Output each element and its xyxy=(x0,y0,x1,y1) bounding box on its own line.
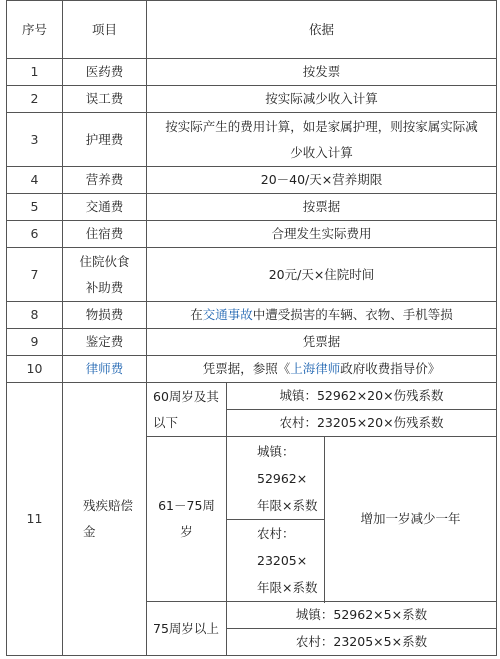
table-row xyxy=(7,113,497,167)
header-seq: 序号 xyxy=(7,1,63,59)
table-row xyxy=(7,302,497,329)
row-basis: 按实际产生的费用计算，如是家属护理，则按家属实际减少收入计算 xyxy=(147,113,497,167)
row-basis: 合理发生实际费用 xyxy=(147,221,497,248)
row-item: 误工费 xyxy=(63,86,147,113)
basis-text-pre: 凭票据，参照《 xyxy=(202,361,291,376)
row-number: 8 xyxy=(7,302,63,329)
row-item: 营养费 xyxy=(63,167,147,194)
row-number: 2 xyxy=(7,86,63,113)
header-row xyxy=(7,1,497,59)
table-row xyxy=(7,194,497,221)
row-basis: 凭票据 xyxy=(147,329,497,356)
row-basis: 按票据 xyxy=(147,194,497,221)
row-item: 鉴定费 xyxy=(63,329,147,356)
shanghai-lawyer-link[interactable]: 上海律师 xyxy=(290,361,341,376)
row-item: 住宿费 xyxy=(63,221,147,248)
table-row xyxy=(7,329,497,356)
table-row xyxy=(7,86,497,113)
row-item: 残疾赔偿金 xyxy=(63,383,147,656)
row-number: 10 xyxy=(7,356,63,383)
table-row xyxy=(7,59,497,86)
row-basis: 按发票 xyxy=(147,59,497,86)
age-group: 75周岁以上 xyxy=(147,602,227,656)
row-basis xyxy=(147,302,497,329)
urban-formula: 城镇：52962×年限×系数 xyxy=(227,437,325,520)
row-number: 7 xyxy=(7,248,63,302)
row-basis: 按实际减少收入计算 xyxy=(147,86,497,113)
row-item: 住院伙食补助费 xyxy=(63,248,147,302)
basis-text-post: 政府收费指导价》 xyxy=(340,361,441,376)
row-number: 11 xyxy=(7,383,63,656)
table-row xyxy=(7,167,497,194)
row-number: 1 xyxy=(7,59,63,86)
rural-formula: 农村：23205×年限×系数 xyxy=(227,520,325,602)
table-row xyxy=(7,248,497,302)
header-basis: 依据 xyxy=(147,1,497,59)
row-number: 9 xyxy=(7,329,63,356)
row-item: 物损费 xyxy=(63,302,147,329)
basis-text-pre: 在 xyxy=(190,307,203,322)
urban-formula: 城镇：52962×20×伤残系数 xyxy=(227,383,497,410)
traffic-accident-link[interactable]: 交通事故 xyxy=(202,307,253,322)
row-basis: 20－40/天×营养期限 xyxy=(147,167,497,194)
basis-text-post: 中遭受损害的车辆、衣物、手机等损 xyxy=(252,307,453,322)
row-basis xyxy=(147,356,497,383)
row-number: 3 xyxy=(7,113,63,167)
compensation-table xyxy=(6,0,497,656)
row-number: 4 xyxy=(7,167,63,194)
age-note: 增加一岁减少一年 xyxy=(325,437,497,602)
row-number: 6 xyxy=(7,221,63,248)
urban-formula: 城镇：52962×5×系数 xyxy=(227,602,497,629)
table-row xyxy=(7,356,497,383)
age-group: 61－75周岁 xyxy=(147,437,227,602)
header-item: 项目 xyxy=(63,1,147,59)
row-item: 医药费 xyxy=(63,59,147,86)
age-group: 60周岁及其以下 xyxy=(147,383,227,437)
table-row xyxy=(7,221,497,248)
row-item: 交通费 xyxy=(63,194,147,221)
rural-formula: 农村：23205×5×系数 xyxy=(227,629,497,656)
row-item: 护理费 xyxy=(63,113,147,167)
row-number: 5 xyxy=(7,194,63,221)
lawyer-fee-link[interactable]: 律师费 xyxy=(63,356,147,383)
rural-formula: 农村：23205×20×伤残系数 xyxy=(227,410,497,437)
table-row xyxy=(7,383,497,410)
row-basis: 20元/天×住院时间 xyxy=(147,248,497,302)
